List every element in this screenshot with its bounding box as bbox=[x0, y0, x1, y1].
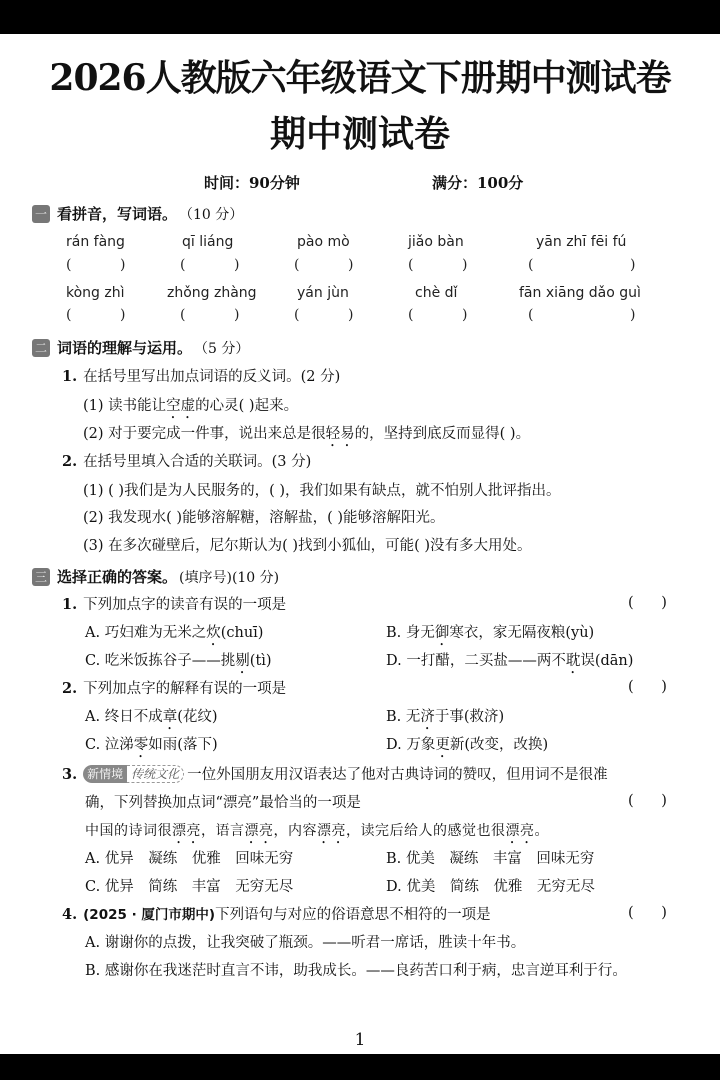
option-label: A. bbox=[85, 709, 105, 725]
text: 于事(救济) bbox=[434, 709, 505, 725]
text: 万象 bbox=[406, 737, 436, 753]
text: 谢谢你的点拨，让我突破了瓶颈。——听君一席话，胜读十年书。 bbox=[104, 935, 526, 951]
option-d[interactable] bbox=[386, 651, 633, 677]
dotted-char: 章 bbox=[162, 709, 178, 725]
option-label: A. bbox=[85, 851, 105, 867]
option-label: B. bbox=[85, 963, 105, 979]
dotted-char: 零 bbox=[133, 737, 149, 753]
option-c[interactable] bbox=[85, 877, 293, 897]
text: (1) 读书能让 bbox=[83, 398, 167, 414]
option-b[interactable] bbox=[386, 707, 504, 733]
traditional-culture-tag: 传统文化 bbox=[127, 765, 184, 783]
answer-blanks-row-1[interactable] bbox=[0, 257, 720, 279]
section-2-header bbox=[32, 337, 249, 358]
text: 吃米饭拣谷子——挑 bbox=[104, 653, 236, 669]
blank-open: ( bbox=[408, 307, 414, 323]
text: ，内容 bbox=[273, 823, 317, 839]
section-title: 选择正确的答案。 bbox=[57, 568, 178, 586]
dotted-char: 耽 bbox=[565, 653, 581, 669]
blank-close: ) bbox=[234, 307, 240, 323]
text: ，读完后给人的感觉也很 bbox=[346, 823, 506, 839]
option-label: D. bbox=[386, 653, 407, 669]
answer-blank[interactable]: ( ) bbox=[628, 793, 667, 809]
text: (tì) bbox=[249, 653, 272, 669]
question-number: 2. bbox=[62, 680, 78, 697]
pinyin: yán jùn bbox=[297, 285, 349, 301]
dotted-char: 御 bbox=[434, 625, 450, 641]
option-label: B. bbox=[386, 851, 406, 867]
text: 寒衣，家无隔夜粮(yù) bbox=[449, 625, 595, 641]
text: 的心灵( )起来。 bbox=[195, 398, 299, 414]
new-context-tag: 新情境 bbox=[83, 765, 127, 783]
option-label: C. bbox=[85, 879, 105, 895]
question-text: 下列语句与对应的俗语意思不相符的一项是 bbox=[215, 907, 491, 923]
section-1-header bbox=[32, 203, 243, 224]
dotted-char: 更 bbox=[435, 737, 450, 753]
question-2-2-item-2[interactable]: (2) 我发现水( )能够溶解糖，溶解盐，( )能够溶解阳光。 bbox=[83, 510, 445, 526]
pinyin: fān xiāng dǎo guì bbox=[519, 285, 641, 301]
dotted-char: 济 bbox=[420, 709, 435, 725]
text: 新(改变，改换) bbox=[449, 737, 549, 753]
blank-open: ( bbox=[528, 307, 534, 323]
answer-blank[interactable]: ( ) bbox=[628, 905, 667, 921]
blank-open: ( bbox=[180, 257, 186, 273]
question-3-3-line-2: 确，下列替换加点词“漂亮”最恰当的一项是 bbox=[85, 795, 361, 811]
option-label: A. bbox=[85, 935, 105, 951]
exam-time: 时间：90分钟 bbox=[204, 174, 300, 192]
question-number: 4. bbox=[62, 906, 78, 923]
pinyin: chè dǐ bbox=[415, 285, 458, 301]
question-text: 在括号里写出加点词语的反义词。(2 分) bbox=[83, 369, 341, 385]
text: 巧妇难为无米之 bbox=[104, 625, 207, 641]
dotted-word: 漂亮 bbox=[244, 823, 274, 839]
text: 如雨(落下) bbox=[148, 737, 218, 753]
option-label: A. bbox=[85, 625, 105, 641]
pinyin: pào mò bbox=[297, 234, 350, 250]
answer-blank[interactable]: ( ) bbox=[628, 679, 667, 695]
question-source: (2025 · 厦门市期中) bbox=[83, 907, 216, 923]
top-black-bar bbox=[0, 0, 720, 34]
question-3-2 bbox=[62, 679, 286, 699]
exam-full-score: 满分：100分 bbox=[432, 174, 524, 192]
text: 泣涕 bbox=[104, 737, 134, 753]
question-2-2-item-3[interactable]: (3) 在多次碰壁后，尼尔斯认为( )找到小狐仙，可能( )没有多大用处。 bbox=[83, 538, 532, 554]
document-title: 2026人教版六年级语文下册期中测试卷 bbox=[49, 57, 671, 99]
blank-close: ) bbox=[120, 307, 126, 323]
pinyin: qī liáng bbox=[182, 234, 234, 250]
blank-open: ( bbox=[528, 257, 534, 273]
question-3-3 bbox=[62, 765, 608, 785]
question-text: 下列加点字的解释有误的一项是 bbox=[83, 681, 287, 697]
option-a[interactable] bbox=[85, 849, 293, 869]
question-2-2-item-1[interactable]: (1) ( )我们是为人民服务的，( )，我们如果有缺点，就不怕别人批评指出。 bbox=[83, 483, 561, 499]
section-number-badge: 三 bbox=[32, 568, 50, 586]
text: 误(dān) bbox=[580, 653, 634, 669]
text: 。 bbox=[534, 823, 549, 839]
section-number-badge: 二 bbox=[32, 339, 50, 357]
page-number: 1 bbox=[354, 1030, 366, 1050]
answer-blanks-row-2[interactable] bbox=[0, 307, 720, 329]
blank-open: ( bbox=[294, 257, 300, 273]
dotted-char: 炊 bbox=[206, 625, 221, 641]
text: (2) 对于要完成一件事，说出来总是很 bbox=[83, 426, 326, 442]
dotted-word: 漂亮 bbox=[505, 823, 535, 839]
dotted-word: 空虚 bbox=[166, 398, 196, 414]
section-number-badge: 一 bbox=[32, 205, 50, 223]
text: 无 bbox=[405, 709, 421, 725]
option-label: C. bbox=[85, 653, 105, 669]
blank-close: ) bbox=[630, 307, 636, 323]
text: 优美 凝练 丰富 回味无穷 bbox=[405, 851, 595, 867]
pinyin: rán fàng bbox=[66, 234, 125, 250]
text: 优美 简练 优雅 无穷无尽 bbox=[406, 879, 595, 895]
text: 一打醋，二买盐——两不 bbox=[406, 653, 566, 669]
question-number: 1. bbox=[62, 368, 78, 385]
option-a[interactable] bbox=[85, 623, 263, 649]
question-text: 一位外国朋友用汉语表达了他对古典诗词的赞叹，但用词不是很准 bbox=[187, 767, 608, 783]
option-a[interactable] bbox=[85, 707, 218, 733]
question-2-1-item-1[interactable] bbox=[83, 396, 298, 422]
answer-blank[interactable]: ( ) bbox=[628, 595, 667, 611]
blank-open: ( bbox=[408, 257, 414, 273]
blank-close: ) bbox=[348, 257, 354, 273]
blank-open: ( bbox=[66, 257, 72, 273]
question-3-4 bbox=[62, 905, 491, 925]
option-c[interactable] bbox=[85, 651, 272, 677]
option-d[interactable] bbox=[386, 877, 595, 897]
pinyin-row-2 bbox=[0, 285, 720, 307]
section-title: 看拼音，写词语。 bbox=[57, 205, 178, 223]
option-label: C. bbox=[85, 737, 105, 753]
blank-close: ) bbox=[348, 307, 354, 323]
bottom-black-bar bbox=[0, 1054, 720, 1080]
option-label: D. bbox=[386, 737, 407, 753]
option-b[interactable] bbox=[85, 961, 627, 981]
quote-sentence bbox=[85, 821, 549, 847]
pinyin: kòng zhì bbox=[66, 285, 125, 301]
blank-close: ) bbox=[630, 257, 636, 273]
pinyin: yān zhī fēi fú bbox=[536, 234, 627, 250]
option-b[interactable] bbox=[386, 849, 594, 869]
dotted-word: 漂亮 bbox=[172, 823, 201, 839]
text: 的，坚持到底反而显得( )。 bbox=[354, 426, 531, 442]
question-text: 下列加点字的读音有误的一项是 bbox=[83, 597, 287, 613]
text: ，语言 bbox=[201, 823, 245, 839]
blank-close: ) bbox=[120, 257, 126, 273]
text: 感谢你在我迷茫时直言不讳，助我成长。——良药苦口利于病，忠言逆耳利于行。 bbox=[104, 963, 627, 979]
document-subtitle: 期中测试卷 bbox=[269, 113, 450, 155]
text: 优异 凝练 优雅 回味无穷 bbox=[104, 851, 294, 867]
pinyin: zhǒng zhàng bbox=[167, 285, 257, 301]
question-number: 1. bbox=[62, 596, 78, 613]
section-score: (填序号)(10 分) bbox=[179, 569, 280, 586]
option-d[interactable] bbox=[386, 735, 548, 761]
text: (花纹) bbox=[177, 709, 218, 725]
blank-open: ( bbox=[66, 307, 72, 323]
text: 身无 bbox=[405, 625, 435, 641]
option-label: D. bbox=[386, 879, 407, 895]
question-3-1 bbox=[62, 595, 286, 615]
dotted-word: 轻易 bbox=[325, 426, 355, 442]
question-number: 3. bbox=[62, 766, 78, 783]
pinyin-row-1 bbox=[0, 234, 720, 256]
text: 中国的诗词很 bbox=[85, 823, 172, 839]
text: 优异 简练 丰富 无穷无尽 bbox=[104, 879, 294, 895]
question-2-1 bbox=[62, 367, 340, 387]
option-c[interactable] bbox=[85, 735, 218, 761]
pinyin: jiǎo bàn bbox=[408, 234, 464, 250]
option-label: B. bbox=[386, 709, 406, 725]
text: (chuī) bbox=[220, 625, 264, 641]
question-2-1-item-2[interactable] bbox=[83, 424, 530, 450]
section-title: 词语的理解与运用。 bbox=[57, 339, 193, 357]
blank-close: ) bbox=[234, 257, 240, 273]
section-3-header bbox=[32, 566, 279, 587]
dotted-word: 漂亮 bbox=[317, 823, 346, 839]
question-2-2 bbox=[62, 452, 311, 472]
text: 终日不成 bbox=[104, 709, 163, 725]
question-text: 在括号里填入合适的关联词。(3 分) bbox=[83, 454, 312, 470]
option-label: B. bbox=[386, 625, 406, 641]
dotted-char: 剔 bbox=[235, 653, 250, 669]
question-number: 2. bbox=[62, 453, 78, 470]
section-score: （5 分） bbox=[194, 340, 250, 357]
blank-open: ( bbox=[294, 307, 300, 323]
option-a[interactable] bbox=[85, 933, 525, 953]
blank-close: ) bbox=[462, 257, 468, 273]
option-b[interactable] bbox=[386, 623, 594, 649]
section-score: （10 分） bbox=[179, 206, 244, 223]
blank-close: ) bbox=[462, 307, 468, 323]
blank-open: ( bbox=[180, 307, 186, 323]
